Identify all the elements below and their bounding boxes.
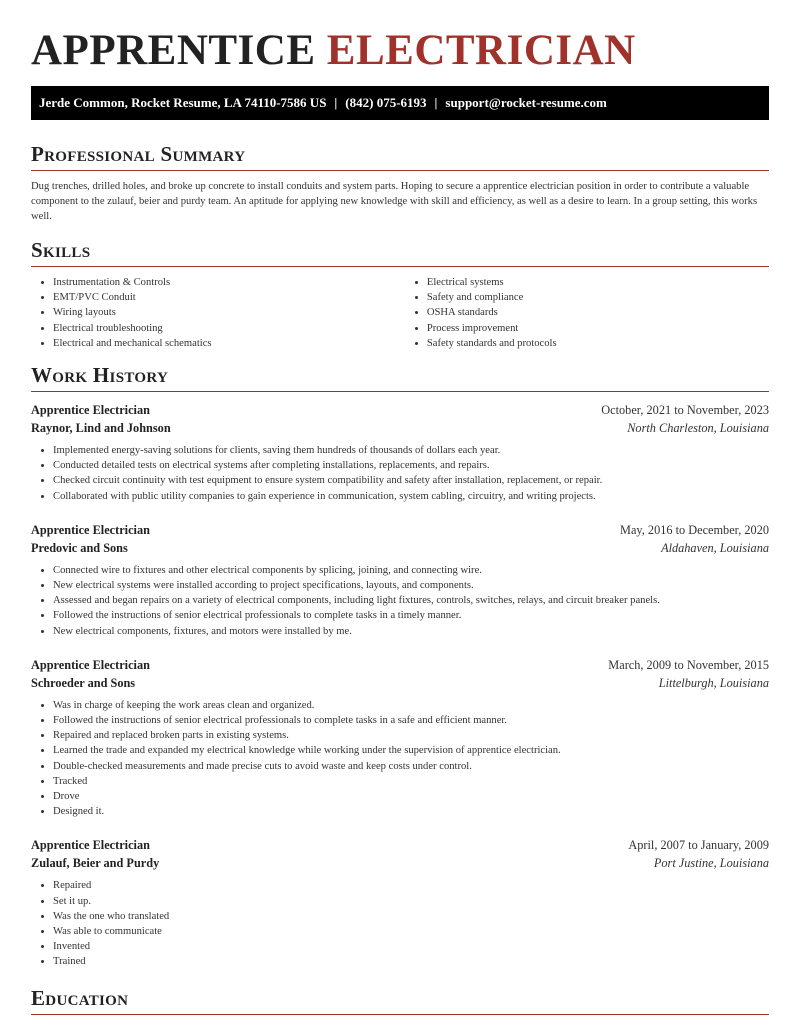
job-dates: April, 2007 to January, 2009: [628, 838, 769, 853]
skills-section: [31, 238, 769, 351]
skill-item: • Wiring layouts: [53, 305, 405, 320]
job-header-row: [31, 836, 769, 854]
summary-text: Dug trenches, drilled holes, and broke up concrete to install conduits and system parts. Hoping to secure a apprentice electrician position in order to contribute a valuable component to the zulauf, beier and purdy team. An aptitude for applying new knowledge with skill and efficiency, as well as a desire to learn. In a group setting, this works well.: [31, 181, 758, 222]
job-entry: [31, 836, 769, 969]
skill-item: • Electrical and mechanical schematics: [53, 336, 405, 351]
job-bullet: • Assessed and began repairs on a variety of electrical components, including light fixtures, controls, switches, relays, and circuit breaker panels.: [53, 593, 769, 608]
job-location: Port Justine, Louisiana: [653, 856, 769, 871]
job-company-row: [31, 854, 769, 872]
job-bullet: • New electrical components, fixtures, and motors were installed by me.: [53, 624, 769, 639]
job-bullet-list: [31, 443, 769, 504]
job-bullet: • Was the one who translated: [53, 909, 769, 924]
section-heading-skills: Skills: [31, 238, 769, 267]
skill-item: • Safety and compliance: [427, 290, 769, 305]
job-dates: May, 2016 to December, 2020: [620, 522, 769, 537]
skills-list-left: [31, 275, 405, 351]
job-bullet: • Double-checked measurements and made precise cuts to avoid waste and keep costs under control.: [53, 759, 769, 774]
job-company: Schroeder and Sons: [31, 675, 136, 690]
section-heading-summary: Professional Summary: [31, 142, 769, 171]
job-bullet: • Checked circuit continuity with test equipment to ensure system compatibility and safety after installation, replacement, or repair.: [53, 473, 769, 488]
resume-title: [31, 28, 769, 74]
job-bullet: • Connected wire to fixtures and other electrical components by splicing, joining, and connecting wire.: [53, 563, 769, 578]
job-bullet: • New electrical systems were installed according to project specifications, layouts, and components.: [53, 578, 769, 593]
job-entry: [31, 521, 769, 639]
job-entry: [31, 656, 769, 820]
job-header-row: [31, 656, 769, 674]
contact-address: Jerde Common, Rocket Resume, LA 74110-7586 US: [39, 95, 327, 110]
job-bullet: • Was in charge of keeping the work areas clean and organized.: [53, 698, 769, 713]
job-bullet: • Conducted detailed tests on electrical systems after completing installations, replacements, and repairs.: [53, 458, 769, 473]
section-heading-work-history: Work History: [31, 363, 769, 392]
job-company: Raynor, Lind and Johnson: [31, 421, 171, 436]
job-header-row: [31, 401, 769, 419]
job-bullet: • Trained: [53, 954, 769, 969]
resume-page: [31, 0, 769, 1015]
job-bullet: • Learned the trade and expanded my electrical knowledge while working under the supervision of apprentice electrician.: [53, 743, 769, 758]
job-bullet: • Invented: [53, 939, 769, 954]
job-bullet: • Drove: [53, 789, 769, 804]
skills-grid: [31, 275, 769, 351]
job-bullet-list: [31, 878, 769, 969]
skill-item: • Electrical systems: [427, 275, 769, 290]
skill-item: • EMT/PVC Conduit: [53, 290, 405, 305]
job-bullet: • Followed the instructions of senior electrical professionals to complete tasks in a timely manner.: [53, 608, 769, 623]
title-first-word: APPRENTICE: [31, 27, 316, 74]
job-bullet: • Followed the instructions of senior electrical professionals to complete tasks in a safe and efficient manner.: [53, 713, 769, 728]
contact-email[interactable]: support@rocket-resume.com: [445, 95, 607, 110]
contact-phone: (842) 075-6193: [345, 95, 427, 110]
job-bullet: • Designed it.: [53, 804, 769, 819]
job-company: Predovic and Sons: [31, 540, 128, 555]
job-entry: [31, 401, 769, 504]
job-header-row: [31, 521, 769, 539]
contact-separator: |: [334, 95, 338, 110]
job-bullet: • Repaired: [53, 878, 769, 893]
job-bullet-list: [31, 563, 769, 639]
skill-item: • Process improvement: [427, 321, 769, 336]
skills-list-right: [405, 275, 769, 351]
job-bullet-list: [31, 698, 769, 820]
job-bullet: • Repaired and replaced broken parts in existing systems.: [53, 728, 769, 743]
job-bullet: • Was able to communicate: [53, 924, 769, 939]
education-section: [31, 986, 769, 1015]
job-bullet: • Collaborated with public utility companies to gain experience in communication, system cabling, circuitry, and writing projects.: [53, 489, 769, 504]
job-location: Littelburgh, Louisiana: [658, 675, 769, 690]
job-title: Apprentice Electrician: [31, 657, 150, 672]
skill-item: • Instrumentation & Controls: [53, 275, 405, 290]
job-dates: October, 2021 to November, 2023: [601, 403, 769, 418]
skill-item: • Safety standards and protocols: [427, 336, 769, 351]
job-title: Apprentice Electrician: [31, 403, 150, 418]
job-company-row: [31, 674, 769, 692]
job-company-row: [31, 419, 769, 437]
work-history-section: [31, 363, 769, 970]
job-bullet: • Tracked: [53, 774, 769, 789]
job-title: Apprentice Electrician: [31, 522, 150, 537]
skill-item: • OSHA standards: [427, 305, 769, 320]
contact-separator: |: [434, 95, 438, 110]
skill-item: • Electrical troubleshooting: [53, 321, 405, 336]
job-company-row: [31, 539, 769, 557]
job-location: North Charleston, Louisiana: [627, 421, 769, 436]
job-dates: March, 2009 to November, 2015: [608, 657, 769, 672]
job-title: Apprentice Electrician: [31, 838, 150, 853]
contact-bar: [31, 86, 769, 120]
job-bullet: • Implemented energy-saving solutions for clients, saving them hundreds of thousands of dollars each year.: [53, 443, 769, 458]
section-heading-education: Education: [31, 986, 769, 1015]
title-second-word: ELECTRICIAN: [326, 27, 636, 74]
professional-summary-section: [31, 142, 769, 224]
job-bullet: • Set it up.: [53, 894, 769, 909]
job-company: Zulauf, Beier and Purdy: [31, 856, 160, 871]
job-location: Aldahaven, Louisiana: [661, 540, 769, 555]
